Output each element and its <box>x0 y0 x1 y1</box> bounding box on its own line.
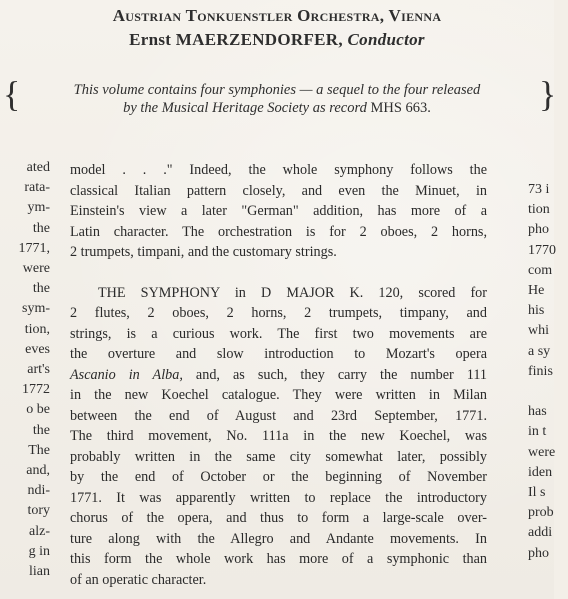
text-line: strings, is a curious work. The first two movements are <box>70 325 487 342</box>
conductor-name: Ernst MAERZENDORFER, <box>129 30 343 49</box>
record-number: MHS 663. <box>370 100 431 116</box>
left-column-fragment <box>0 158 50 582</box>
margin-fragment-line: sym- <box>22 301 50 317</box>
text-line: the overture and slow introduction to Mozart's opera <box>70 346 487 362</box>
conductor-heading <box>0 30 554 50</box>
margin-fragment-line: has <box>528 404 547 420</box>
margin-fragment-line: ated <box>26 160 50 175</box>
margin-fragment-line: finis <box>528 363 553 379</box>
text-line: between the end of August and 23rd September, 1771. <box>70 407 487 424</box>
margin-fragment-line <box>528 382 568 402</box>
margin-fragment-line: the <box>32 422 50 438</box>
intro-line-2 <box>20 99 534 117</box>
margin-fragment-line: prob <box>528 505 554 521</box>
opera-title: Ascanio in Alba, <box>70 366 183 383</box>
margin-fragment-line: art's <box>27 362 50 378</box>
text-line: probably written in the same city somewhat later, possibly <box>70 448 487 465</box>
margin-fragment-line: tory <box>27 503 50 519</box>
margin-fragment-line: tion, <box>24 321 50 337</box>
margin-fragment-line: 1772 <box>22 382 50 398</box>
margin-fragment-line: Il s <box>528 485 546 501</box>
margin-fragment-line: He <box>528 283 545 299</box>
text-line: The third movement, No. 111a in the new Koechel, was <box>70 428 487 444</box>
text-line: 1771. It was apparently written to replace the introductory <box>70 489 487 506</box>
text-line: model . . ." Indeed, the whole symphony follows the <box>70 162 487 178</box>
text-line: ture along with the Allegro and Andante movements. In <box>70 530 487 547</box>
margin-fragment-line: iden <box>528 464 553 480</box>
text-line: by the end of October or the beginning of November <box>70 469 487 485</box>
margin-fragment-line: tion <box>528 202 550 218</box>
right-brace-ornament: } <box>539 74 557 114</box>
margin-fragment-line: the <box>32 281 50 297</box>
margin-fragment-line: com <box>528 262 553 278</box>
text-line: of an operatic character. <box>70 571 207 588</box>
text-line: 2 flutes, 2 oboes, 2 horns, 2 trumpets, timpany, and <box>70 305 487 321</box>
main-column <box>70 160 487 590</box>
margin-fragment-line: ndi- <box>27 483 50 499</box>
text-line: Einstein's view a later "German" addition, has more of a <box>70 203 487 219</box>
margin-fragment-line: pho <box>528 222 549 238</box>
text-line <box>70 365 487 386</box>
text-line-rest: and, as such, they carry the number 111 <box>195 366 487 383</box>
margin-fragment-line: alz- <box>29 523 50 539</box>
text-line: in the new Koechel catalogue. They were written in Milan <box>70 387 487 403</box>
margin-fragment-line: ym- <box>27 200 50 216</box>
text-line: classical Italian pattern closely, and even the Minuet, in <box>70 182 487 199</box>
margin-fragment-line: rata- <box>24 180 50 196</box>
margin-fragment-line: a sy <box>528 343 551 359</box>
margin-fragment-line: The <box>28 442 50 458</box>
right-column-fragment <box>528 180 568 564</box>
margin-fragment-line: 73 i <box>528 182 550 197</box>
orchestra-heading: Austrian Tonkuenstler Orchestra, Vienna <box>112 6 442 25</box>
margin-fragment-line: pho <box>528 545 549 561</box>
text-line: chorus of the opera, and thus to form a large-scale over- <box>70 510 487 526</box>
text-line: THE SYMPHONY in D MAJOR K. 120, scored for <box>98 284 487 301</box>
intro-line-1: This volume contains four symphonies — a sequel to the four released <box>73 82 481 98</box>
margin-fragment-line: 1770 <box>528 242 556 258</box>
margin-fragment-line: and, <box>26 463 50 479</box>
intro-note <box>20 81 534 117</box>
text-line: 2 trumpets, timpani, and the customary strings. <box>70 244 337 260</box>
margin-fragment-line: whi <box>528 323 549 339</box>
left-brace-ornament: { <box>3 74 21 114</box>
margin-fragment-line: in t <box>528 424 547 440</box>
margin-fragment-line: addi <box>528 525 553 541</box>
text-line: Latin character. The orchestration is for 2 oboes, 2 horns, <box>70 223 487 240</box>
margin-fragment-line: o be <box>26 402 50 418</box>
intro-line-2-text: by the Musical Heritage Society as record <box>123 100 367 116</box>
text-line: this form the whole work has more of a symphonic than <box>70 551 487 567</box>
conductor-role: Conductor <box>347 30 425 49</box>
margin-fragment-line: g in <box>28 543 50 559</box>
margin-fragment-line: his <box>528 303 545 319</box>
margin-fragment-line: were <box>528 444 556 460</box>
margin-fragment-line: the <box>32 220 50 236</box>
margin-fragment-line: 1771, <box>18 240 50 256</box>
margin-fragment-line: were <box>22 261 50 277</box>
margin-fragment-line: lian <box>29 564 50 580</box>
margin-fragment-line: eves <box>25 341 50 357</box>
